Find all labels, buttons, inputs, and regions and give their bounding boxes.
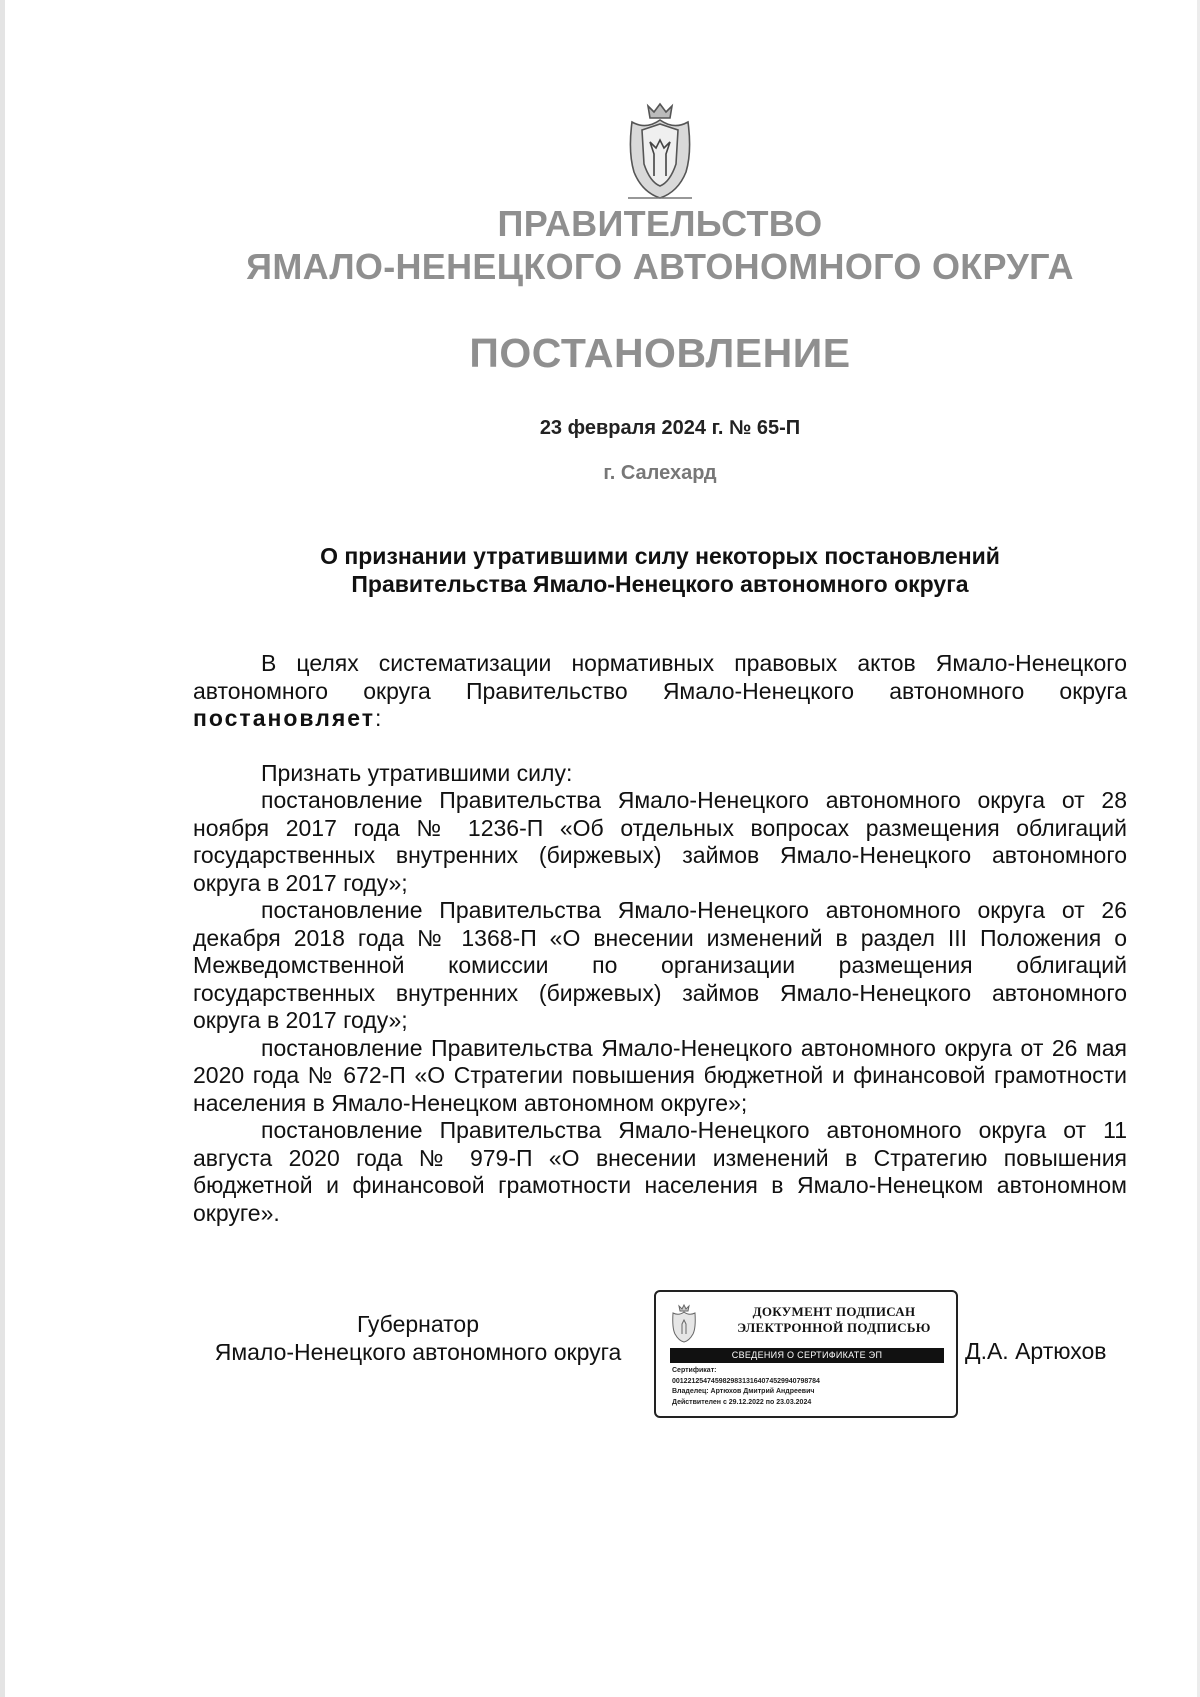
document-body [193,650,1127,1227]
stamp-title [716,1304,952,1336]
government-title-line1: ПРАВИТЕЛЬСТВО [497,203,823,244]
list-item: постановление Правительства Ямало-Ненецкого автономного округа от 11 августа 2020 года № 979-П «О внесении изменений в Стратегию повышения бюджетной и финансовой грамотности населения в Ямало-Ненецком автономном округе». [193,1117,1127,1226]
list-item: постановление Правительства Ямало-Ненецкого автономного округа от 28 ноября 2017 года № 1236-П «Об отдельных вопросах размещения облигаций государственных внутренних (биржевых) займов Ямало-Ненецкого автономного округа в 2017 году»; [193,787,1127,896]
stamp-emblem-icon [670,1304,698,1344]
list-item: постановление Правительства Ямало-Ненецкого автономного округа от 26 декабря 2018 года № 1368-П «О внесении изменений в раздел III Положения о Межведомственной комиссии по организации размещения облигаций государственных внутренних (биржевых) займов Ямало-Ненецкого автономного округа в 2017 году»; [193,897,1127,1033]
position-line1: Губернатор [356,1311,480,1337]
position-line2: Ямало-Ненецкого автономного округа [214,1339,622,1365]
government-title-line2: ЯМАЛО-НЕНЕЦКОГО АВТОНОМНОГО ОКРУГА [246,246,1074,287]
date-and-number: 23 февраля 2024 г. № 65-П [539,417,801,439]
list-item: постановление Правительства Ямало-Ненецкого автономного округа от 26 мая 2020 года № 672-П «О Стратегии повышения бюджетной и финансовой грамотности населения в Ямало-Ненецком автономном округе»; [193,1034,1127,1116]
preamble-paragraph [193,650,1127,733]
stamp-title-line1: ДОКУМЕНТ ПОДПИСАН [752,1304,916,1319]
certificate-label: Сертификат: [672,1367,717,1374]
list-intro: Признать утратившими силу: [261,759,573,786]
electronic-signature-stamp [654,1290,958,1418]
certificate-validity: Действителен с 29.12.2022 по 23.03.2024 [672,1398,812,1406]
preamble-emphasis: постановляет [193,705,376,731]
signatory-position [193,1310,643,1366]
document-type-title: ПОСТАНОВЛЕНИЕ [469,330,851,376]
subject-line2: Правительства Ямало-Ненецкого автономного округа [351,571,969,597]
preamble-suffix: : [375,705,382,731]
certificate-owner: Владелец: Артюхов Дмитрий Андреевич [672,1388,815,1395]
signatory-name: Д.А. Артюхов [965,1338,1107,1364]
city-line: г. Салехард [603,462,717,484]
decree-subject [193,542,1127,598]
stamp-title-line2: ЭЛЕКТРОННОЙ ПОДПИСЬЮ [737,1320,931,1335]
certificate-details [672,1366,950,1408]
subject-line1: О признании утратившими силу некоторых постановлений [320,543,1000,569]
certificate-info-bar: СВЕДЕНИЯ О СЕРТИФИКАТЕ ЭП [670,1348,944,1363]
coat-of-arms-emblem [624,102,696,202]
certificate-number: 00122125474598298313164074529940798784 [672,1377,820,1385]
preamble-text: В целях систематизации нормативных правовых актов Ямало-Ненецкого автономного округа Правительство Ямало-Ненецкого автономного округа [193,650,1127,704]
